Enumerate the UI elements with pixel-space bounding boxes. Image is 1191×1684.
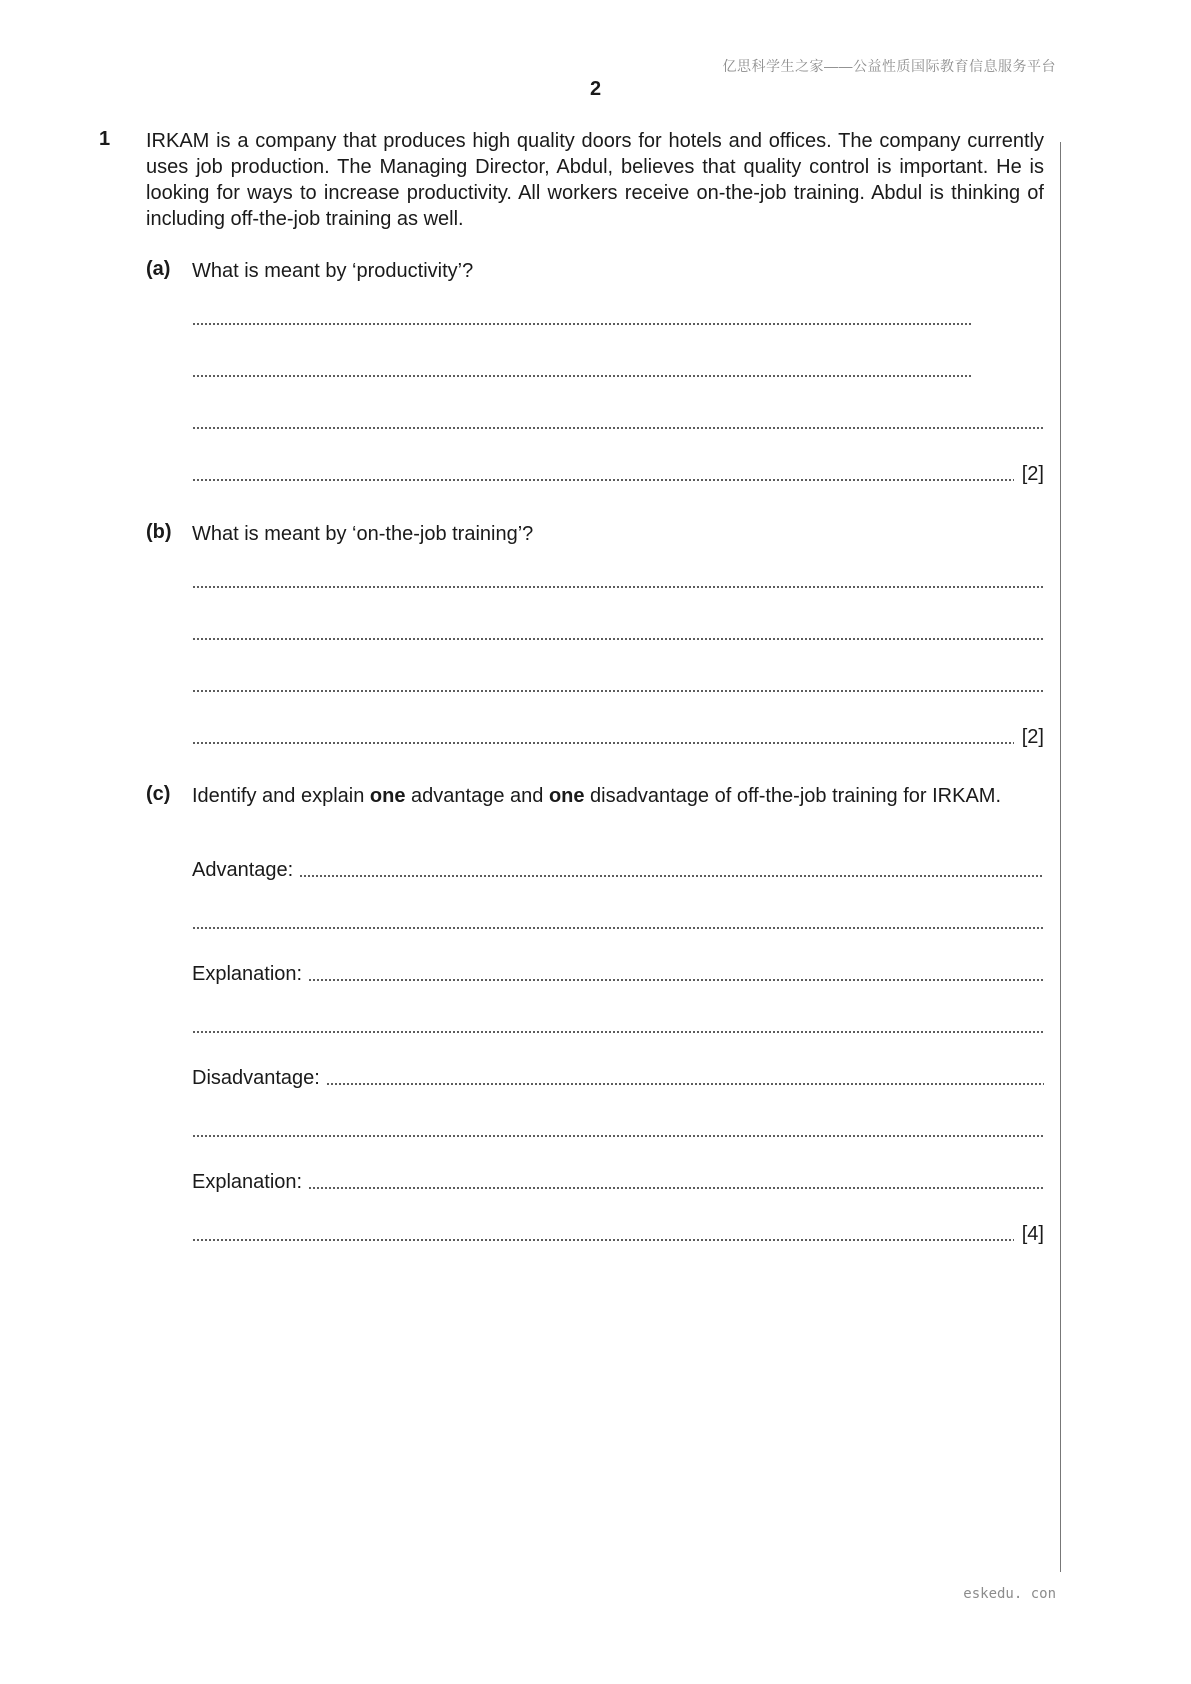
part-a-text: What is meant by ‘productivity’?	[192, 260, 474, 282]
part-c-text: Identify and explain one advantage and one disadvantage of off-the-job training for IRKAM.	[192, 785, 1002, 807]
answer-line-b-3[interactable]	[192, 673, 1044, 697]
answer-line-b-2[interactable]	[192, 621, 1044, 645]
dotted-rule	[192, 375, 971, 377]
part-b-label: (b)	[146, 521, 172, 543]
header-watermark: 亿思科学生之家——公益性质国际教育信息服务平台	[722, 58, 1056, 74]
dotted-rule	[192, 927, 1044, 929]
explanation-label: Explanation:	[192, 963, 303, 985]
dotted-rule	[192, 479, 1014, 481]
part-a-label: (a)	[146, 258, 171, 280]
dotted-rule	[299, 875, 1044, 877]
disadvantage-label: Disadvantage:	[192, 1067, 320, 1089]
dotted-rule	[192, 427, 1044, 429]
marks-c: [4]	[1021, 1223, 1044, 1245]
advantage-line[interactable]	[192, 858, 1044, 882]
dotted-rule	[308, 1187, 1044, 1189]
disadvantage-line[interactable]	[192, 1066, 1044, 1090]
dotted-rule	[192, 1239, 1014, 1241]
dotted-rule	[192, 1135, 1044, 1137]
question-number: 1	[99, 128, 111, 150]
marks-a: [2]	[1021, 463, 1044, 485]
advantage-label: Advantage:	[192, 859, 294, 881]
explanation-line-2[interactable]	[192, 1170, 1044, 1194]
dotted-rule	[192, 638, 1044, 640]
dotted-rule	[192, 323, 971, 325]
part-b-text: What is meant by ‘on-the-job training’?	[192, 523, 534, 545]
emphasis-one: one	[369, 785, 406, 807]
answer-line-a-2[interactable]	[192, 358, 971, 382]
emphasis-one: one	[548, 785, 585, 807]
dotted-rule	[326, 1083, 1044, 1085]
page-number: 2	[589, 78, 602, 100]
explanation-line-2b[interactable]	[192, 1222, 1044, 1246]
question-stem: IRKAM is a company that produces high quality doors for hotels and offices. The company currently uses job production. The Managing Director, Abdul, believes that quality control is important. He is looking for ways to increase productivity. All workers receive on-the-job training. Abdul is thinking of including off-the-job training as well.	[146, 130, 1044, 230]
explanation-line-1[interactable]	[192, 962, 1044, 986]
part-c-label: (c)	[146, 783, 171, 805]
dotted-rule	[192, 586, 1044, 588]
answer-line-a-3[interactable]	[192, 410, 1044, 434]
disadvantage-line-2[interactable]	[192, 1118, 1044, 1142]
answer-line-a-1[interactable]	[192, 306, 971, 330]
answer-line-b-1[interactable]	[192, 569, 1044, 593]
dotted-rule	[308, 979, 1044, 981]
explanation-label: Explanation:	[192, 1171, 303, 1193]
dotted-rule	[192, 1031, 1044, 1033]
advantage-line-2[interactable]	[192, 910, 1044, 934]
dotted-rule	[192, 742, 1014, 744]
margin-rule	[1060, 142, 1061, 1572]
answer-line-b-4[interactable]	[192, 725, 1044, 749]
answer-line-a-4[interactable]	[192, 462, 1044, 486]
marks-b: [2]	[1021, 726, 1044, 748]
footer-watermark: eskedu. con	[963, 1586, 1056, 1602]
explanation-line-1b[interactable]	[192, 1014, 1044, 1038]
dotted-rule	[192, 690, 1044, 692]
